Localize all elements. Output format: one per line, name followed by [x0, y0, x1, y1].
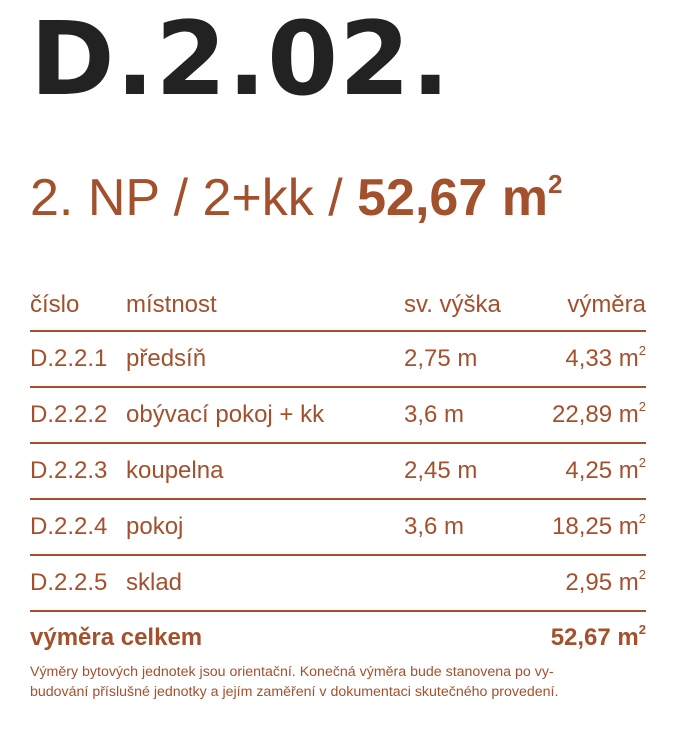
total-row: [30, 611, 646, 664]
total-value: 52,67 $m^2$: [550, 622, 646, 651]
room-name: pokoj: [126, 513, 184, 540]
room-id: D.2.2.5: [30, 569, 108, 596]
disclaimer-note: [30, 662, 650, 702]
room-id: D.2.2.3: [30, 457, 108, 484]
room-name: sklad: [126, 569, 183, 596]
room-height: 3,6 m: [404, 513, 465, 540]
table-row: [30, 499, 646, 555]
separator: /: [173, 169, 189, 227]
unit-summary: [30, 166, 562, 230]
room-area: 22,89 $m^2$: [552, 399, 646, 428]
floor-label: 2. NP: [30, 169, 160, 227]
room-height: [404, 555, 524, 611]
total-area: 52,67 $m^2$: [357, 168, 563, 227]
room-id: D.2.2.2: [30, 401, 108, 428]
separator: /: [328, 169, 343, 227]
room-id: D.2.2.1: [30, 345, 108, 372]
table-row: [30, 387, 646, 443]
unit-title: D.2.02.: [30, 0, 451, 119]
room-id: D.2.2.4: [30, 513, 108, 540]
header-area: výměra: [567, 291, 646, 318]
table-header-row: [30, 280, 646, 331]
header-height: sv. výška: [404, 291, 501, 318]
room-height: 3,6 m: [404, 401, 465, 428]
layout-label: 2+kk: [202, 169, 314, 227]
room-name: obývací pokoj + kk: [126, 401, 325, 428]
table-row: [30, 555, 646, 611]
table-row: [30, 331, 646, 387]
room-name: koupelna: [126, 457, 224, 484]
room-height: 2,45 m: [404, 457, 478, 484]
rooms-table: [30, 280, 646, 664]
note-line: Výměry bytových jednotek jsou orientační. Konečná výměra bude stanovena po vy-: [30, 664, 554, 680]
header-room: místnost: [126, 291, 217, 318]
note-line: budování příslušné jednotky a jejím zaměření v dokumentaci skutečného provedení.: [30, 684, 559, 700]
room-area: 4,25 $m^2$: [565, 455, 646, 484]
table-row: [30, 443, 646, 499]
room-area: 18,25 $m^2$: [552, 511, 646, 540]
room-area: 2,95 $m^2$: [565, 567, 646, 596]
header-number: číslo: [30, 291, 80, 318]
room-name: předsíň: [126, 345, 207, 372]
room-area: 4,33 $m^2$: [565, 343, 646, 372]
total-label: výměra celkem: [30, 624, 203, 651]
room-height: 2,75 m: [404, 345, 478, 372]
